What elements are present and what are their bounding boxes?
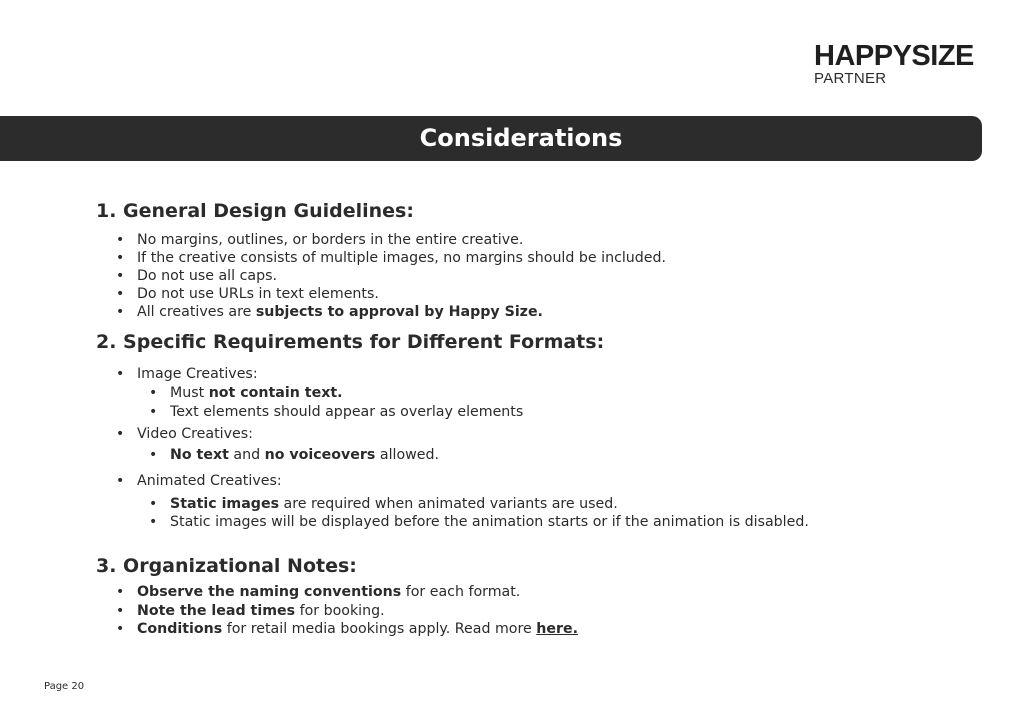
bullet: • [116, 621, 125, 637]
section-1-heading: 1. General Design Guidelines: [96, 200, 414, 222]
bullet: • [116, 366, 125, 382]
rule-text: allowed. [375, 447, 439, 463]
animated-creatives-rule-2: Static images will be displayed before the animation starts or if the animation is disabled. [170, 514, 809, 530]
list-item: If the creative consists of multiple images, no margins should be included. [137, 250, 667, 266]
note-text: for retail media bookings apply. Read more [222, 621, 537, 637]
note-text: for booking. [295, 603, 385, 619]
organizational-note [137, 602, 385, 620]
animated-creatives-rule-1 [170, 495, 618, 513]
logo-wordmark: HAPPYSIZE [814, 40, 974, 72]
bullet: • [116, 250, 125, 266]
bullet: • [116, 603, 125, 619]
bullet: • [149, 404, 158, 420]
bullet: • [149, 496, 158, 512]
note-bold: Note the lead times [137, 603, 296, 619]
bullet: • [116, 268, 125, 284]
video-creatives-rule [170, 446, 439, 464]
organizational-note [137, 583, 520, 601]
logo-subtitle: PARTNER [814, 70, 887, 87]
bullet: • [149, 385, 158, 401]
happy-size-logo [814, 42, 974, 88]
video-creatives-label: Video Creatives: [137, 426, 253, 442]
bullet: • [116, 286, 125, 302]
rule-prefix: Must [170, 385, 209, 401]
section-banner [0, 116, 982, 161]
list-item: No margins, outlines, or borders in the entire creative. [137, 232, 524, 248]
page-number: Page 20 [44, 681, 85, 692]
note-bold: Observe the naming conventions [137, 584, 402, 600]
image-creatives-rule-2: Text elements should appear as overlay elements [170, 404, 524, 420]
section-3-heading: 3. Organizational Notes: [96, 555, 357, 577]
bullet: • [149, 514, 158, 530]
approval-prefix: All creatives are [137, 304, 256, 320]
approval-bold: subjects to approval by Happy Size. [255, 304, 543, 320]
note-bold: Conditions [137, 621, 223, 637]
rule-text: are required when animated variants are used. [279, 496, 618, 512]
rule-bold: Static images [170, 496, 280, 512]
list-item: Do not use URLs in text elements. [137, 286, 379, 302]
organizational-note [137, 620, 578, 638]
rule-bold: No text [170, 447, 229, 463]
section-2-heading: 2. Specific Requirements for Different Formats: [96, 331, 605, 353]
note-text: for each format. [401, 584, 521, 600]
image-creatives-rule-1 [170, 384, 343, 402]
rule-text: and [228, 447, 265, 463]
page-title: Considerations [419, 124, 623, 152]
bullet: • [116, 232, 125, 248]
image-creatives-label: Image Creatives: [137, 366, 258, 382]
list-item: Do not use all caps. [137, 268, 277, 284]
rule-bold: not contain text. [208, 385, 343, 401]
animated-creatives-label: Animated Creatives: [137, 473, 282, 489]
bullet: • [116, 304, 125, 320]
rule-bold: no voiceovers [264, 447, 376, 463]
bullet: • [149, 447, 158, 463]
bullet: • [116, 584, 125, 600]
bullet: • [116, 426, 125, 442]
bullet: • [116, 473, 125, 489]
read-more-link[interactable]: here. [536, 621, 578, 637]
list-item-approval [137, 303, 543, 321]
